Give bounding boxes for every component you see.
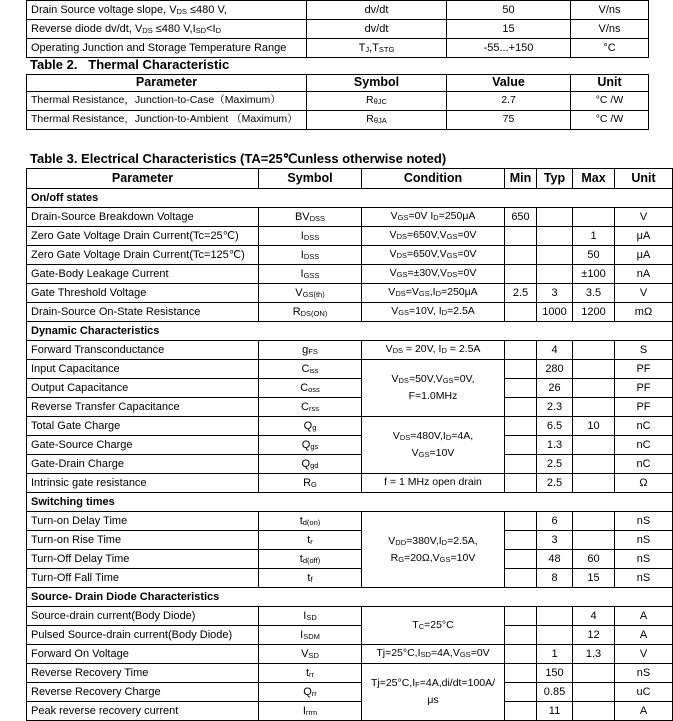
symbol-cell: $R_{\theta JC}$ <box>307 92 447 111</box>
unit-cell: nS <box>615 512 673 531</box>
unit-cell: V/ns <box>571 1 649 20</box>
parameter-cell: Thermal Resistance，Junction-to-Ambient （Maximum） <box>27 111 307 130</box>
unit-cell: A <box>615 702 673 721</box>
parameter-cell: Gate Threshold Voltage <box>27 284 259 303</box>
symbol-cell: $R_{DS(ON)}$ <box>259 303 362 322</box>
condition-cell: $Tj=25^\circ C,I_F=4A,di/dt=100A/\mu s$ <box>362 664 505 721</box>
table-row <box>27 664 673 683</box>
table-row <box>27 550 673 569</box>
max-cell: 10 <box>573 417 615 436</box>
min-cell <box>505 683 537 702</box>
table-row <box>27 702 673 721</box>
header-value: Value <box>447 75 571 92</box>
max-cell: 4 <box>573 607 615 626</box>
parameter-cell: Intrinsic gate resistance <box>27 474 259 493</box>
parameter-cell: Peak reverse recovery current <box>27 702 259 721</box>
max-cell <box>573 512 615 531</box>
max-cell <box>573 702 615 721</box>
unit-cell: uC <box>615 683 673 702</box>
header-unit: Unit <box>615 169 673 189</box>
parameter-cell: Pulsed Source-drain current(Body Diode) <box>27 626 259 645</box>
condition-cell: $T_C=25^\circ C$ <box>362 607 505 645</box>
symbol-cell: $Q_g$ <box>259 417 362 436</box>
symbol-cell: $g_{FS}$ <box>259 341 362 360</box>
condition-cell: $V_{DS}=50V,V_{GS}=0V$, F=1.0MHz <box>362 360 505 417</box>
unit-cell: μA <box>615 246 673 265</box>
parameter-cell: Drain Source voltage slope, $V_{DS} \le 480$ V, <box>27 1 307 20</box>
header-max: Max <box>573 169 615 189</box>
typ-cell: 150 <box>537 664 573 683</box>
header-condition: Condition <box>362 169 505 189</box>
symbol-cell: $R_G$ <box>259 474 362 493</box>
value-cell: -55...+150 <box>447 39 571 58</box>
typ-cell: 6.5 <box>537 417 573 436</box>
unit-cell: Ω <box>615 474 673 493</box>
unit-cell: nA <box>615 265 673 284</box>
parameter-cell: Turn-on Delay Time <box>27 512 259 531</box>
unit-cell: nS <box>615 550 673 569</box>
header-typ: Typ <box>537 169 573 189</box>
max-cell: 1 <box>573 227 615 246</box>
parameter-cell: Drain-Source On-State Resistance <box>27 303 259 322</box>
min-cell: 2.5 <box>505 284 537 303</box>
min-cell <box>505 341 537 360</box>
table-row <box>27 455 673 474</box>
table3-caption: Table 3. Electrical Characteristics (TA=25℃unless otherwise noted) <box>30 151 447 166</box>
symbol-cell: $t_{d(off)}$ <box>259 550 362 569</box>
header-unit: Unit <box>571 75 649 92</box>
unit-cell: nC <box>615 436 673 455</box>
typ-cell: 26 <box>537 379 573 398</box>
max-cell <box>573 455 615 474</box>
max-cell <box>573 208 615 227</box>
table-row <box>27 208 673 227</box>
absolute-max-ratings-table <box>26 0 649 58</box>
section-row <box>27 189 673 208</box>
parameter-cell: Turn-on Rise Time <box>27 531 259 550</box>
typ-cell: 0.85 <box>537 683 573 702</box>
typ-cell: 6 <box>537 512 573 531</box>
unit-cell: PF <box>615 398 673 417</box>
table-header-row <box>27 169 673 189</box>
section-switching: Switching times <box>27 493 673 512</box>
min-cell <box>505 303 537 322</box>
parameter-cell: Input Capacitance <box>27 360 259 379</box>
symbol-cell: $Q_{gs}$ <box>259 436 362 455</box>
max-cell: 12 <box>573 626 615 645</box>
header-parameter: Parameter <box>27 75 307 92</box>
section-onoff: On/off states <box>27 189 673 208</box>
unit-cell: nS <box>615 569 673 588</box>
symbol-cell: $I_{DSS}$ <box>259 227 362 246</box>
parameter-cell: Operating Junction and Storage Temperature Range <box>27 39 307 58</box>
table-row <box>27 284 673 303</box>
min-cell <box>505 607 537 626</box>
symbol-cell: $Q_{gd}$ <box>259 455 362 474</box>
typ-cell: 8 <box>537 569 573 588</box>
typ-cell: 11 <box>537 702 573 721</box>
min-cell <box>505 360 537 379</box>
table-row <box>27 531 673 550</box>
symbol-cell: $I_{SD}$ <box>259 607 362 626</box>
max-cell: ±100 <box>573 265 615 284</box>
parameter-cell: Reverse Recovery Time <box>27 664 259 683</box>
min-cell <box>505 246 537 265</box>
min-cell <box>505 455 537 474</box>
header-parameter: Parameter <box>27 169 259 189</box>
header-symbol: Symbol <box>307 75 447 92</box>
table-row <box>27 303 673 322</box>
max-cell <box>573 664 615 683</box>
symbol-cell: $t_{rr}$ <box>259 664 362 683</box>
min-cell <box>505 531 537 550</box>
max-cell: 60 <box>573 550 615 569</box>
max-cell: 15 <box>573 569 615 588</box>
condition-cell: $V_{DS}=650V,V_{GS}=0V$ <box>362 246 505 265</box>
typ-cell: 2.5 <box>537 455 573 474</box>
min-cell <box>505 626 537 645</box>
section-diode: Source- Drain Diode Characteristics <box>27 588 673 607</box>
condition-cell: $V_{DS}=480V,I_D=4A$, $V_{GS}=10V$ <box>362 417 505 474</box>
header-symbol: Symbol <box>259 169 362 189</box>
table-row <box>27 1 649 20</box>
parameter-cell: Zero Gate Voltage Drain Current(Tc=25℃) <box>27 227 259 246</box>
unit-cell: °C /W <box>571 92 649 111</box>
max-cell <box>573 474 615 493</box>
symbol-cell: dv/dt <box>307 1 447 20</box>
min-cell <box>505 227 537 246</box>
typ-cell: 4 <box>537 341 573 360</box>
unit-cell: nS <box>615 664 673 683</box>
table-header-row <box>27 75 649 92</box>
min-cell: 650 <box>505 208 537 227</box>
typ-cell <box>537 227 573 246</box>
min-cell <box>505 569 537 588</box>
symbol-cell: $I_{SDM}$ <box>259 626 362 645</box>
typ-cell: 48 <box>537 550 573 569</box>
unit-cell: V <box>615 284 673 303</box>
symbol-cell: $t_f$ <box>259 569 362 588</box>
table-row <box>27 398 673 417</box>
condition-cell: $V_{DS} = 20V$, $I_D = 2.5A$ <box>362 341 505 360</box>
max-cell <box>573 398 615 417</box>
parameter-cell: Gate-Source Charge <box>27 436 259 455</box>
min-cell <box>505 474 537 493</box>
symbol-cell: $I_{DSS}$ <box>259 246 362 265</box>
table-row <box>27 626 673 645</box>
parameter-cell: Drain-Source Breakdown Voltage <box>27 208 259 227</box>
typ-cell: 1000 <box>537 303 573 322</box>
condition-cell: f = 1 MHz open drain <box>362 474 505 493</box>
typ-cell: 280 <box>537 360 573 379</box>
max-cell: 1.3 <box>573 645 615 664</box>
max-cell <box>573 379 615 398</box>
value-cell: 50 <box>447 1 571 20</box>
parameter-cell: Turn-Off Fall Time <box>27 569 259 588</box>
unit-cell: °C /W <box>571 111 649 130</box>
condition-cell: $V_{DD}=380V,I_D=2.5A$, $R_G=20\Omega,V_{GS}=10V$ <box>362 512 505 588</box>
parameter-cell: Source-drain current(Body Diode) <box>27 607 259 626</box>
typ-cell: 2.5 <box>537 474 573 493</box>
table-row <box>27 512 673 531</box>
max-cell <box>573 531 615 550</box>
table-row <box>27 683 673 702</box>
symbol-cell: $V_{SD}$ <box>259 645 362 664</box>
table-row <box>27 265 673 284</box>
min-cell <box>505 550 537 569</box>
max-cell <box>573 360 615 379</box>
table-row <box>27 360 673 379</box>
max-cell: 50 <box>573 246 615 265</box>
parameter-cell: Reverse Transfer Capacitance <box>27 398 259 417</box>
symbol-cell: $Q_{rr}$ <box>259 683 362 702</box>
table-row <box>27 379 673 398</box>
unit-cell: V <box>615 645 673 664</box>
parameter-cell: Thermal Resistance，Junction-to-Case（Maximum） <box>27 92 307 111</box>
condition-cell: $V_{GS}=0V$ $I_D=250\mu A$ <box>362 208 505 227</box>
symbol-cell: $C_{oss}$ <box>259 379 362 398</box>
table2-caption-title: Thermal Characteristic <box>88 57 230 72</box>
table-row <box>27 645 673 664</box>
typ-cell: 3 <box>537 284 573 303</box>
parameter-cell: Output Capacitance <box>27 379 259 398</box>
typ-cell <box>537 607 573 626</box>
parameter-cell: Gate-Body Leakage Current <box>27 265 259 284</box>
min-cell <box>505 436 537 455</box>
table-row <box>27 39 649 58</box>
unit-cell: S <box>615 341 673 360</box>
section-dynamic: Dynamic Characteristics <box>27 322 673 341</box>
table-row <box>27 474 673 493</box>
table-row <box>27 607 673 626</box>
condition-cell: $V_{GS}=10V$, $I_D=2.5A$ <box>362 303 505 322</box>
table-row <box>27 436 673 455</box>
typ-cell: 3 <box>537 531 573 550</box>
unit-cell: mΩ <box>615 303 673 322</box>
max-cell <box>573 436 615 455</box>
table-row <box>27 246 673 265</box>
unit-cell: V <box>615 208 673 227</box>
max-cell <box>573 341 615 360</box>
typ-cell <box>537 208 573 227</box>
symbol-cell: $t_{d(on)}$ <box>259 512 362 531</box>
value-cell: 15 <box>447 20 571 39</box>
parameter-cell: Zero Gate Voltage Drain Current(Tc=125℃) <box>27 246 259 265</box>
condition-cell: $V_{DS}=650V,V_{GS}=0V$ <box>362 227 505 246</box>
min-cell <box>505 398 537 417</box>
unit-cell: nS <box>615 531 673 550</box>
symbol-cell: $T_J,T_{STG}$ <box>307 39 447 58</box>
unit-cell: A <box>615 607 673 626</box>
condition-cell: $V_{GS}=\pm 30V,V_{DS}=0V$ <box>362 265 505 284</box>
min-cell <box>505 265 537 284</box>
max-cell <box>573 683 615 702</box>
parameter-cell: Forward On Voltage <box>27 645 259 664</box>
table-row <box>27 92 649 111</box>
unit-cell: μA <box>615 227 673 246</box>
parameter-cell: Turn-Off Delay Time <box>27 550 259 569</box>
unit-cell: PF <box>615 360 673 379</box>
condition-cell: $Tj=25^\circ C,I_{SD}=4A,V_{GS}=0V$ <box>362 645 505 664</box>
typ-cell <box>537 246 573 265</box>
typ-cell: 1 <box>537 645 573 664</box>
unit-cell: V/ns <box>571 20 649 39</box>
symbol-cell: $R_{\theta JA}$ <box>307 111 447 130</box>
value-cell: 2.7 <box>447 92 571 111</box>
symbol-cell: $t_r$ <box>259 531 362 550</box>
min-cell <box>505 645 537 664</box>
section-row <box>27 588 673 607</box>
table-row <box>27 20 649 39</box>
value-cell: 75 <box>447 111 571 130</box>
symbol-cell: $I_{rrm}$ <box>259 702 362 721</box>
typ-cell: 2.3 <box>537 398 573 417</box>
typ-cell <box>537 626 573 645</box>
section-row <box>27 322 673 341</box>
min-cell <box>505 379 537 398</box>
min-cell <box>505 664 537 683</box>
parameter-cell: Reverse diode dv/dt, $V_{DS} \le 480$ $V,I_{SD}<I_D$ <box>27 20 307 39</box>
symbol-cell: $V_{GS(th)}$ <box>259 284 362 303</box>
symbol-cell: $C_{rss}$ <box>259 398 362 417</box>
unit-cell: nC <box>615 417 673 436</box>
typ-cell <box>537 265 573 284</box>
parameter-cell: Gate-Drain Charge <box>27 455 259 474</box>
min-cell <box>505 512 537 531</box>
unit-cell: °C <box>571 39 649 58</box>
unit-cell: PF <box>615 379 673 398</box>
electrical-characteristics-table <box>26 168 673 721</box>
thermal-characteristic-table <box>26 74 649 130</box>
min-cell <box>505 702 537 721</box>
table-row <box>27 111 649 130</box>
table2-caption <box>30 57 229 72</box>
table-row <box>27 417 673 436</box>
parameter-cell: Total Gate Charge <box>27 417 259 436</box>
symbol-cell: $C_{iss}$ <box>259 360 362 379</box>
unit-cell: A <box>615 626 673 645</box>
table-row <box>27 227 673 246</box>
symbol-cell: dv/dt <box>307 20 447 39</box>
table2-caption-num: Table 2. <box>30 57 78 72</box>
table-row <box>27 341 673 360</box>
unit-cell: nC <box>615 455 673 474</box>
table-row <box>27 569 673 588</box>
condition-cell: $V_{DS}=V_{GS},I_D=250\mu A$ <box>362 284 505 303</box>
max-cell: 3.5 <box>573 284 615 303</box>
min-cell <box>505 417 537 436</box>
typ-cell: 1.3 <box>537 436 573 455</box>
max-cell: 1200 <box>573 303 615 322</box>
symbol-cell: $BV_{DSS}$ <box>259 208 362 227</box>
section-row <box>27 493 673 512</box>
header-min: Min <box>505 169 537 189</box>
symbol-cell: $I_{GSS}$ <box>259 265 362 284</box>
parameter-cell: Forward Transconductance <box>27 341 259 360</box>
parameter-cell: Reverse Recovery Charge <box>27 683 259 702</box>
